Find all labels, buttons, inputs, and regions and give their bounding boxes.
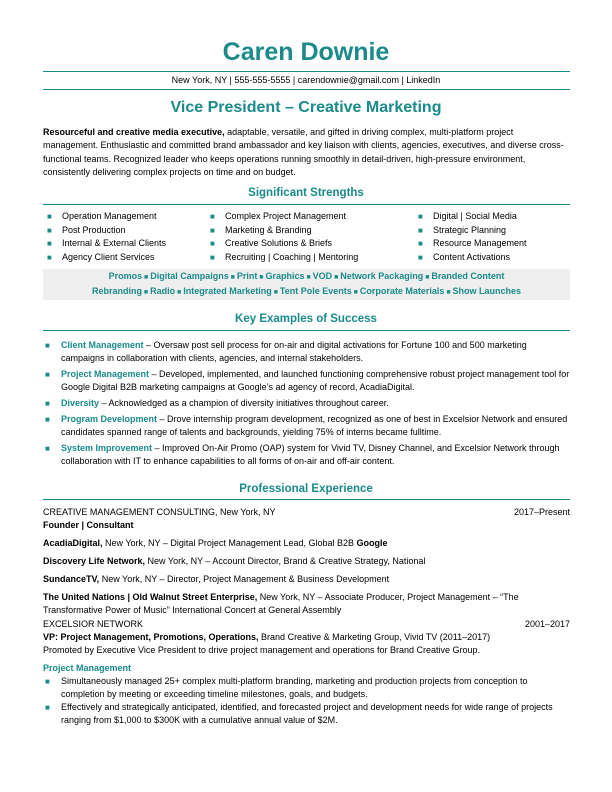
client-entry: SundanceTV, New York, NY – Director, Project Management & Business Development	[43, 574, 390, 584]
keyword-item: Rebranding	[91, 286, 142, 296]
job-1-location: New York, NY	[217, 507, 276, 517]
bullet-icon: ■	[45, 399, 50, 408]
keywords-line-1	[43, 271, 570, 281]
experience-heading: Professional Experience	[239, 483, 373, 495]
summary-paragraph	[43, 126, 570, 180]
separator-square-icon: ■	[332, 274, 341, 281]
candidate-name: Caren Downie	[222, 38, 390, 66]
keywords-line-2	[43, 286, 570, 296]
separator-square-icon: ■	[228, 274, 237, 281]
strengths-rule	[43, 204, 570, 205]
keyword-item: Print	[236, 271, 258, 281]
job-2-promotion: Promoted by Executive Vice President to drive project management and operations for Brand Creative Group.	[43, 645, 481, 655]
separator-square-icon: ■	[304, 274, 313, 281]
separator-square-icon: ■	[175, 289, 184, 296]
bullet-icon: ■	[418, 212, 423, 221]
strength-item: ■ Agency Client Services	[43, 251, 166, 265]
keyword-item: Network Packaging	[340, 271, 424, 281]
bullet-icon: ■	[45, 341, 50, 350]
contact-line: New York, NY | 555-555-5555 | carendownie@gmail.com | LinkedIn	[171, 75, 441, 85]
keyword-item: Integrated Marketing	[183, 286, 272, 296]
job-2-company: EXCELSIOR NETWORK	[43, 619, 144, 629]
example-item: ■ Program Development – Drove internship program development, recognized as one of best in Excelsior Network and ensured candidates spanned range of talents and backgrounds, yielding 75% of interns became fulltime.	[45, 413, 568, 437]
job-1-header	[43, 506, 570, 519]
separator-square-icon: ■	[257, 274, 266, 281]
job-2-role: VP: Project Management, Promotions, Operations, Brand Creative & Marketing Group, Vivid TV (2011–2017)	[43, 632, 491, 642]
keyword-item: Branded Content	[431, 271, 505, 281]
strength-item: ■ Operation Management	[43, 210, 166, 224]
bullet-icon: ■	[210, 225, 215, 235]
keyword-item: Digital Campaigns	[150, 271, 229, 281]
separator-square-icon: ■	[271, 289, 280, 296]
bullet-icon: ■	[210, 212, 215, 221]
bullet-icon: ■	[418, 252, 423, 262]
bullet-icon: ■	[47, 212, 52, 221]
keyword-item: VOD	[312, 271, 333, 281]
job-2-subhead: Project Management	[43, 663, 132, 673]
job-1-company: CREATIVE MANAGEMENT CONSULTING,	[43, 507, 218, 517]
client-entry: AcadiaDigital, New York, NY – Digital Project Management Lead, Global B2B Google	[43, 538, 388, 548]
experience-rule	[43, 499, 570, 500]
strengths-heading: Significant Strengths	[248, 187, 364, 199]
bullet-icon: ■	[210, 239, 215, 248]
bullet-icon: ■	[418, 225, 423, 235]
strength-item: ■ Creative Solutions & Briefs	[206, 237, 358, 251]
summary-lead: Resourceful and creative media executive,	[43, 127, 225, 137]
strength-item: ■ Recruiting | Coaching | Mentoring	[206, 251, 358, 265]
bullet-icon: ■	[45, 370, 50, 379]
client-entry: The United Nations | Old Walnut Street Enterprise, New York, NY – Associate Producer, Project Management – “The Transformative Power of Music” International Concert at General Assembly	[43, 592, 519, 615]
separator-square-icon: ■	[351, 289, 360, 296]
strength-item: ■ Content Activations	[414, 251, 527, 265]
keyword-item: Promos	[108, 271, 143, 281]
example-item: ■ System Improvement – Improved On-Air Promo (OAP) system for Vivid TV, Disney Channel, and Excelsior Network through collaboration with IT to enhance capabilities to all forms of on-air and off-air content.	[45, 442, 560, 466]
separator-square-icon: ■	[141, 289, 151, 296]
bullet-icon: ■	[47, 225, 52, 235]
target-title: Vice President – Creative Marketing	[170, 99, 442, 116]
job-2-header	[43, 618, 570, 631]
header-rule-top	[43, 71, 570, 72]
examples-rule	[43, 330, 570, 331]
strength-item: ■ Complex Project Management	[206, 210, 358, 224]
job-2-bullet: ■ Simultaneously managed 25+ complex multi-platform branding, marketing and production projects from conception to completion by meeting or exceeding timeline milestones, goals, and budgets.	[45, 676, 528, 699]
bullet-icon: ■	[45, 414, 50, 424]
example-item: ■ Client Management – Oversaw post sell process for on-air and digital activations for Fortune 100 and 500 marketing campaigns in collaboration with clients, agencies, and internal stakeholders.	[45, 340, 527, 364]
strengths-col-2	[206, 210, 358, 264]
separator-square-icon: ■	[142, 274, 151, 281]
bullet-icon: ■	[47, 239, 52, 248]
keyword-item: Radio	[150, 286, 176, 296]
job-2-bullet: ■ Effectively and strategically anticipated, identified, and forecasted project and development needs for wide range of projects ranging from $1,000 to $300K with a cumulative annual value of $2M.	[45, 702, 553, 725]
bullet-icon: ■	[45, 703, 50, 712]
example-item: ■ Project Management – Developed, implemented, and launched functioning comprehensive robust project management tool for Google Digital B2B marketing campaigns at Google’s ad agency of record, AcadiaDigital.	[45, 369, 570, 393]
client-entry: Discovery Life Network, New York, NY – Account Director, Brand & Creative Strategy, National	[43, 556, 426, 566]
separator-square-icon: ■	[444, 289, 453, 296]
keyword-item: Tent Pole Events	[279, 286, 352, 296]
bullet-icon: ■	[45, 677, 50, 686]
strength-item: ■ Internal & External Clients	[43, 237, 166, 251]
strengths-col-1	[43, 210, 166, 264]
job-1-role: Founder | Consultant	[43, 520, 134, 530]
bullet-icon: ■	[210, 252, 215, 262]
header-rule-bottom	[43, 89, 570, 90]
keywords-band	[43, 269, 570, 300]
job-2-dates: 2001–2017	[524, 619, 570, 629]
bullet-icon: ■	[45, 443, 50, 453]
job-1-dates: 2017–Present	[513, 507, 570, 517]
examples-list	[43, 339, 570, 471]
bullet-icon: ■	[418, 239, 423, 248]
example-item: ■ Diversity – Acknowledged as a champion of diversity initiatives throughout career.	[43, 397, 570, 410]
keyword-item: Show Launches	[452, 286, 522, 296]
strength-item: ■ Marketing & Branding	[206, 224, 358, 238]
strength-item: ■ Digital | Social Media	[414, 210, 527, 224]
strength-item: ■ Post Production	[43, 224, 166, 238]
keyword-item: Graphics	[265, 271, 305, 281]
bullet-icon: ■	[47, 252, 52, 262]
keyword-item: Corporate Materials	[359, 286, 445, 296]
job-2	[43, 618, 570, 727]
strength-item: ■ Strategic Planning	[414, 224, 527, 238]
strengths-col-3	[414, 210, 527, 264]
summary-text: adaptable, versatile, and gifted in driving complex, multi-platform project management. Enthusiastic and committed brand ambassador and key liaison with clients, agencies, executives, and diverse cross-functional teams. Recognized leader who keeps operations running smoothly in detail-driven, high-pressure environment, consistently delivering complex projects on time and on budget.	[43, 127, 564, 178]
examples-heading: Key Examples of Success	[235, 313, 377, 325]
separator-square-icon: ■	[423, 274, 432, 281]
strength-item: ■ Resource Management	[414, 237, 527, 251]
job-1	[43, 506, 570, 617]
